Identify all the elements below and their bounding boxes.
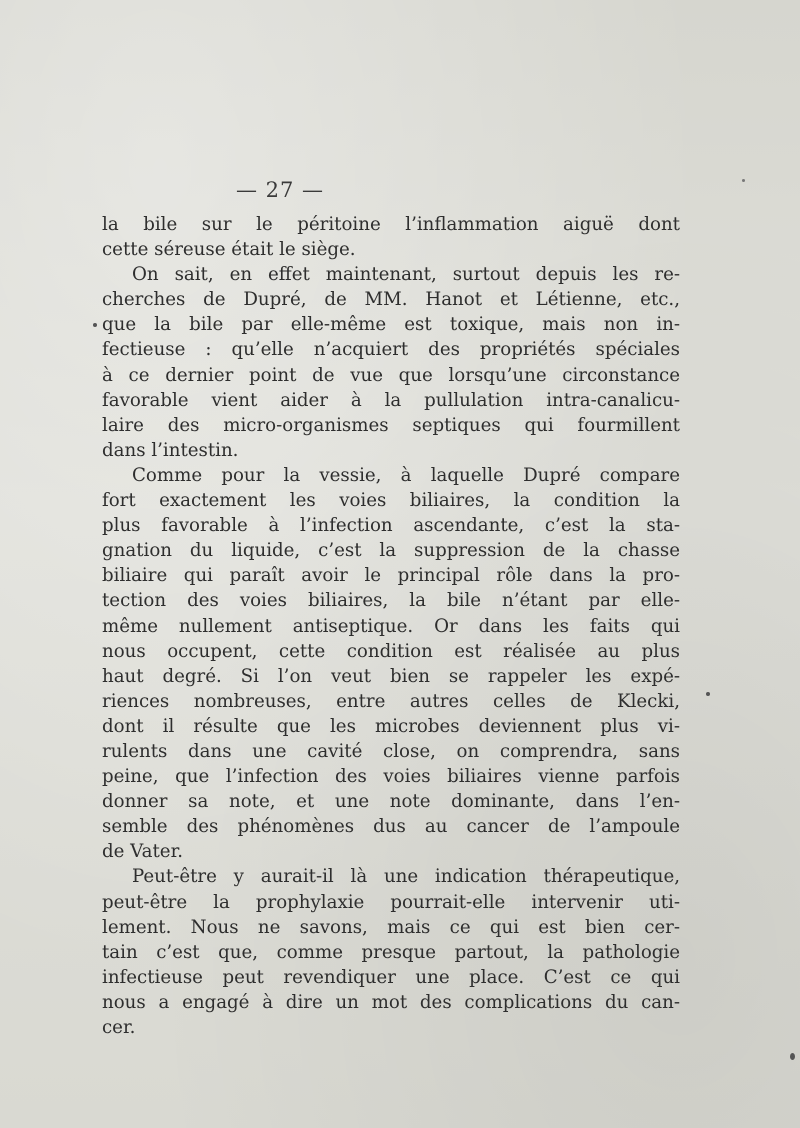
- text-line: peine, que l’infection des voies biliaires vienne parfois: [102, 766, 680, 788]
- text-line: tection des voies biliaires, la bile n’étant par elle-: [102, 590, 680, 612]
- text-line: la bile sur le péritoine l’inflammation aiguë dont: [102, 214, 680, 235]
- text-line: dans l’intestin.: [102, 439, 239, 461]
- text-line: lement. Nous ne savons, mais ce qui est bien cer-: [102, 916, 680, 938]
- text-line: cherches de Dupré, de MM. Hanot et Létienne, etc.,: [102, 289, 680, 311]
- text-line: dont il résulte que les microbes deviennent plus vi-: [102, 715, 680, 737]
- text-line: donner sa note, et une note dominante, dans l’en-: [102, 791, 680, 813]
- text-line: peut-être la prophylaxie pourrait-elle intervenir uti-: [102, 891, 680, 913]
- text-line: On sait, en effet maintenant, surtout depuis les re-: [132, 264, 680, 286]
- text-line: infectieuse peut revendiquer une place. C’est ce qui: [102, 966, 680, 988]
- text-line: même nullement antiseptique. Or dans les faits qui: [102, 615, 680, 637]
- paper-speck: [790, 1053, 795, 1060]
- text-line: haut degré. Si l’on veut bien se rappeler les expé-: [102, 665, 680, 687]
- text-line: Comme pour la vessie, à laquelle Dupré compare: [132, 464, 680, 486]
- text-line: riences nombreuses, entre autres celles de Klecki,: [102, 690, 680, 712]
- text-line: de Vater.: [102, 841, 184, 863]
- page-number: — 27 —: [235, 178, 325, 202]
- text-line: rulents dans une cavité close, on comprendra, sans: [102, 740, 680, 762]
- text-line: semble des phénomènes dus au cancer de l’ampoule: [102, 816, 680, 838]
- text-line: biliaire qui paraît avoir le principal rôle dans la pro-: [102, 565, 680, 587]
- text-line: que la bile par elle-même est toxique, mais non in-: [102, 314, 680, 336]
- text-line: nous occupent, cette condition est réalisée au plus: [102, 640, 680, 662]
- paper-speck: [706, 692, 710, 696]
- text-line: plus favorable à l’infection ascendante, c’est la sta-: [102, 515, 680, 537]
- text-line: favorable vient aider à la pullulation intra-canalicu-: [102, 389, 680, 411]
- text-line: à ce dernier point de vue que lorsqu’une circonstance: [102, 364, 680, 386]
- body-text: [102, 212, 680, 1040]
- paper-speck: [742, 179, 745, 182]
- paper-speck: [93, 323, 97, 327]
- text-line: gnation du liquide, c’est la suppression de la chasse: [102, 540, 680, 562]
- text-line: Peut-être y aurait-il là une indication thérapeutique,: [132, 866, 680, 888]
- text-line: tain c’est que, comme presque partout, la pathologie: [102, 941, 680, 963]
- text-line: fort exactement les voies biliaires, la condition la: [102, 490, 680, 512]
- text-line: nous a engagé à dire un mot des complications du can-: [102, 991, 680, 1013]
- text-line: fectieuse : qu’elle n’acquiert des propriétés spéciales: [102, 339, 680, 361]
- text-line: cer.: [102, 1017, 136, 1038]
- text-line: laire des micro-organismes septiques qui fourmillent: [102, 414, 680, 436]
- text-line: cette séreuse était le siège.: [102, 239, 356, 261]
